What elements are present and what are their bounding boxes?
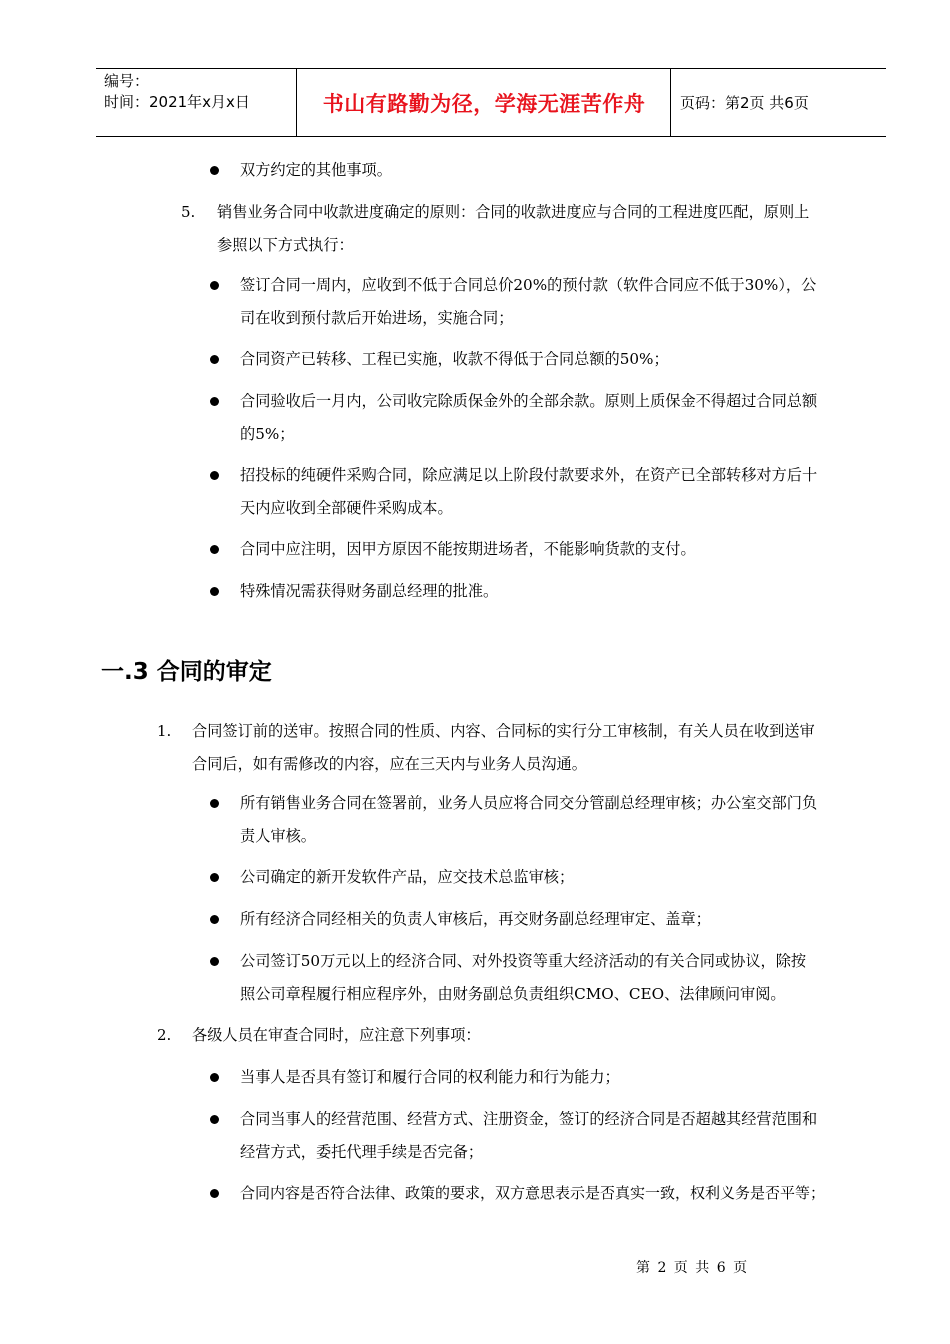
list-item-line: 签订合同一周内，应收到不低于合同总价20%的预付款（软件合同应不低于30%），公: [240, 276, 817, 294]
bullet-icon: [210, 545, 219, 554]
bullet-icon: [210, 281, 219, 290]
list-item-line: 天内应收到全部硬件采购成本。: [240, 499, 453, 517]
list-item-line: 参照以下方式执行：: [217, 236, 354, 254]
bullet-icon: [210, 397, 219, 406]
page-header: [96, 68, 886, 137]
list-item-line: 合同验收后一月内，公司收完除质保金外的全部余款。原则上质保金不得超过合同总额: [240, 392, 818, 410]
bullet-icon: [210, 1073, 219, 1082]
bullet-icon: [210, 1115, 219, 1124]
list-item-line: 合同资产已转移、工程已实施，收款不得低于合同总额的50%；: [240, 350, 669, 368]
bullet-icon: [210, 873, 219, 882]
bullet-icon: [210, 471, 219, 480]
list-item-line: 合同内容是否符合法律、政策的要求，双方意思表示是否真实一致，权利义务是否平等；: [240, 1184, 826, 1202]
list-item-line: 销售业务合同中收款进度确定的原则：合同的收款进度应与合同的工程进度匹配，原则上: [217, 203, 810, 221]
list-item-line: 合同后，如有需修改的内容，应在三天内与业务人员沟通。: [192, 755, 587, 773]
list-item-line: 合同签订前的送审。按照合同的性质、内容、合同标的实行分工审核制，有关人员在收到送审: [192, 722, 815, 740]
list-item-line: 当事人是否具有签订和履行合同的权利能力和行为能力；: [240, 1068, 620, 1086]
bullet-icon: [210, 355, 219, 364]
list-item-line: 公司确定的新开发软件产品，应交技术总监审核；: [240, 868, 575, 886]
list-item-line: 招投标的纯硬件采购合同，除应满足以上阶段付款要求外，在资产已全部转移对方后十: [240, 466, 818, 484]
bullet-icon: [210, 587, 219, 596]
bullet-icon: [210, 1189, 219, 1198]
header-motto: 书山有路勤为径，学海无涯苦作舟: [322, 90, 646, 116]
bullet-icon: [210, 799, 219, 808]
list-item-line: 的5%；: [240, 425, 295, 443]
list-item-line: 合同中应注明，因甲方原因不能按期进场者，不能影响货款的支付。: [240, 540, 696, 558]
header-meta: [104, 71, 250, 113]
list-number: 5.: [181, 203, 196, 221]
list-number: 1.: [157, 722, 172, 740]
list-item-line: 经营方式，委托代理手续是否完备；: [240, 1143, 483, 1161]
bullet-icon: [210, 915, 219, 924]
list-item-line: 责人审核。: [240, 827, 316, 845]
list-item-line: 所有销售业务合同在签署前，业务人员应将合同交分管副总经理审核；办公室交部门负: [240, 794, 818, 812]
list-item: 双方约定的其他事项。: [240, 161, 392, 179]
list-item-line: 所有经济合同经相关的负责人审核后，再交财务副总经理审定、盖章；: [240, 910, 711, 928]
section-heading: 一.3 合同的审定: [101, 659, 272, 685]
list-number: 2.: [157, 1026, 172, 1044]
bullet-icon: [210, 166, 219, 175]
list-item-line: 公司签订50万元以上的经济合同、对外投资等重大经济活动的有关合同或协议，除按: [240, 952, 807, 970]
header-page-info: 页码：第2页 共6页: [680, 94, 809, 112]
list-item-line: 合同当事人的经营范围、经营方式、注册资金，签订的经济合同是否超越其经营范围和: [240, 1110, 818, 1128]
header-number-label: 编号：: [104, 72, 150, 90]
bullet-icon: [210, 957, 219, 966]
list-item-line: 特殊情况需获得财务副总经理的批准。: [240, 582, 499, 600]
list-item-line: 照公司章程履行相应程序外，由财务副总负责组织CMO、CEO、法律顾问审阅。: [240, 985, 786, 1003]
list-item-line: 各级人员在审查合同时，应注意下列事项：: [192, 1026, 481, 1044]
page-footer: 第 2 页 共 6 页: [636, 1260, 748, 1276]
list-item-line: 司在收到预付款后开始进场，实施合同；: [240, 309, 514, 327]
header-time-label: 时间：2021年x月x日: [104, 93, 250, 111]
